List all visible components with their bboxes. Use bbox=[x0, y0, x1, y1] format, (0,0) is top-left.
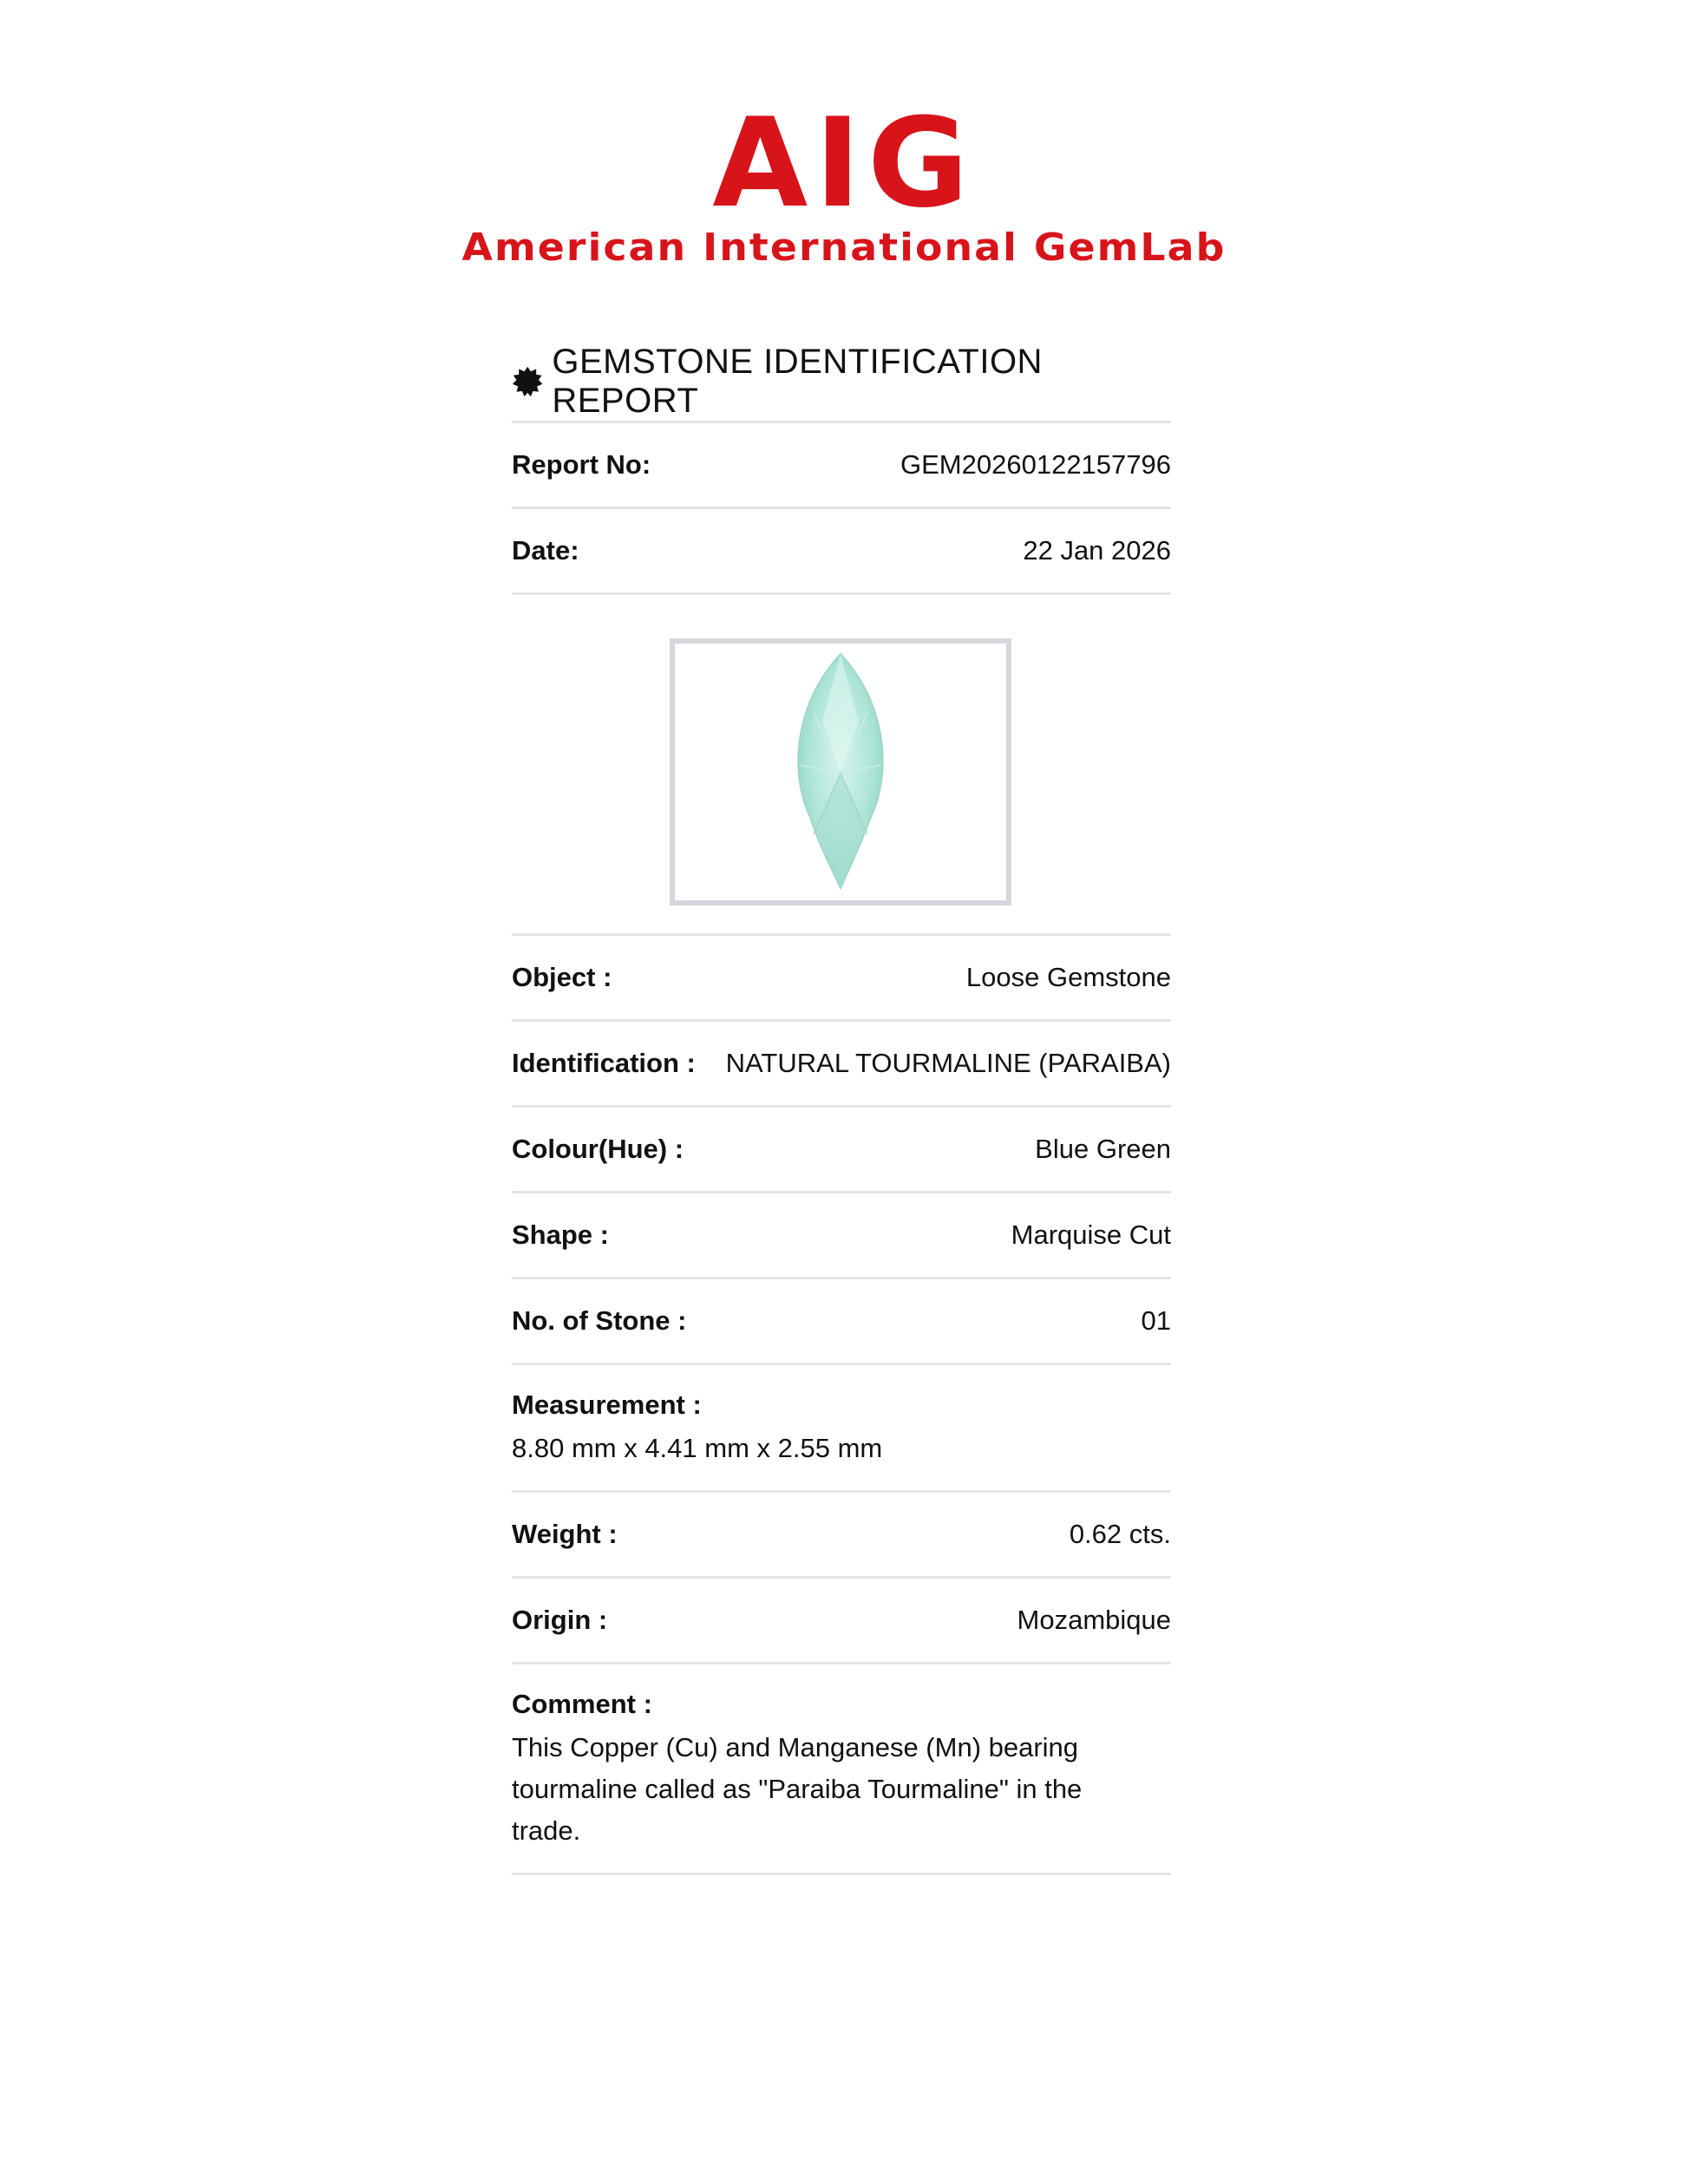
report-header bbox=[512, 343, 1171, 423]
measurement-label: Measurement : bbox=[512, 1390, 702, 1420]
gemstone-image bbox=[675, 644, 1006, 900]
date-label: Date: bbox=[512, 535, 579, 566]
shape-label: Shape : bbox=[512, 1220, 609, 1250]
origin-label: Origin : bbox=[512, 1605, 608, 1635]
report-no-value: GEM20260122157796 bbox=[900, 449, 1171, 480]
weight-label: Weight : bbox=[512, 1519, 618, 1549]
aig-logo bbox=[0, 92, 1688, 270]
identification-row bbox=[512, 1022, 1171, 1108]
badge-icon bbox=[512, 365, 543, 398]
comment-label: Comment : bbox=[512, 1689, 652, 1719]
origin-value: Mozambique bbox=[1017, 1605, 1171, 1635]
weight-row bbox=[512, 1493, 1171, 1579]
measurement-value: 8.80 mm x 4.41 mm x 2.55 mm bbox=[512, 1433, 883, 1463]
gemstone-report bbox=[512, 343, 1171, 1875]
shape-value: Marquise Cut bbox=[1011, 1220, 1171, 1250]
identification-label: Identification : bbox=[512, 1048, 696, 1078]
date-value: 22 Jan 2026 bbox=[1023, 535, 1171, 566]
logo-name: American International GemLab bbox=[461, 226, 1227, 270]
stone-count-value: 01 bbox=[1141, 1305, 1171, 1336]
identification-value: NATURAL TOURMALINE (PARAIBA) bbox=[725, 1048, 1171, 1078]
logo-mark: AIG bbox=[712, 92, 976, 235]
comment-value: This Copper (Cu) and Manganese (Mn) bearing tourmaline called as "Paraiba Tourmaline" in the trade. bbox=[512, 1732, 1083, 1846]
gem-image-section bbox=[512, 595, 1171, 936]
object-value: Loose Gemstone bbox=[965, 962, 1171, 992]
origin-row bbox=[512, 1579, 1171, 1664]
colour-row bbox=[512, 1108, 1171, 1193]
object-label: Object : bbox=[512, 962, 612, 992]
report-no-label: Report No: bbox=[512, 449, 651, 480]
comment-row bbox=[512, 1664, 1171, 1875]
colour-value: Blue Green bbox=[1035, 1134, 1171, 1164]
measurement-row bbox=[512, 1365, 1171, 1493]
date-row bbox=[512, 509, 1171, 595]
stone-count-label: No. of Stone : bbox=[512, 1305, 687, 1336]
shape-row bbox=[512, 1193, 1171, 1279]
object-row bbox=[512, 936, 1171, 1022]
stone-count-row bbox=[512, 1279, 1171, 1365]
report-title: GEMSTONE IDENTIFICATION REPORT bbox=[552, 343, 1043, 420]
weight-value: 0.62 cts. bbox=[1069, 1519, 1171, 1549]
gem-image-frame bbox=[670, 638, 1011, 906]
colour-label: Colour(Hue) : bbox=[512, 1134, 684, 1164]
report-no-row bbox=[512, 423, 1171, 509]
